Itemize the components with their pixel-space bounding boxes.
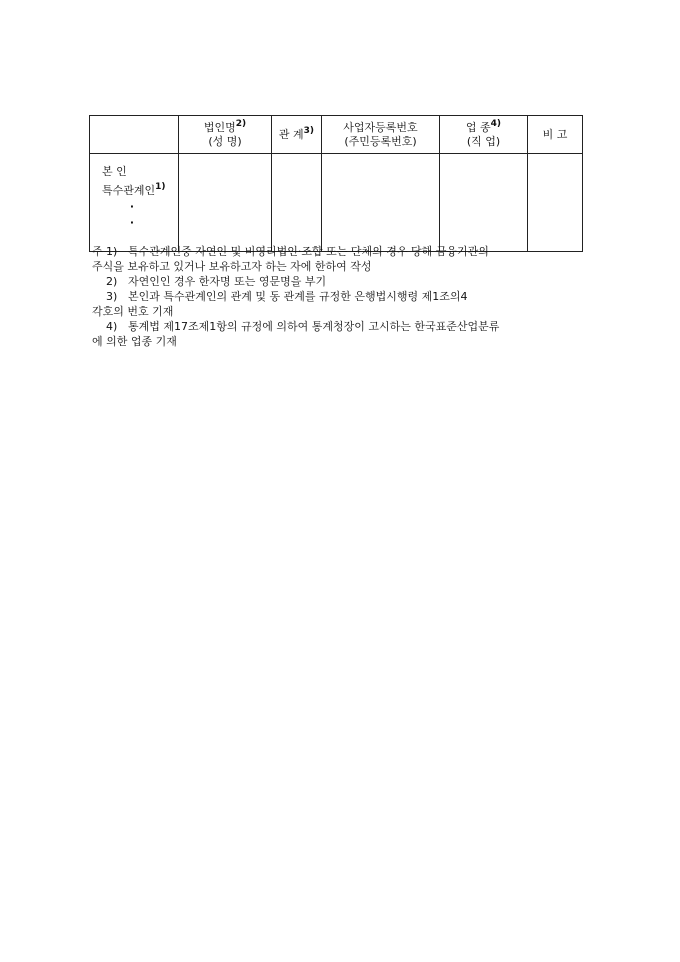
- corner-cell: [90, 116, 179, 154]
- cell-remarks-entry[interactable]: [528, 154, 583, 252]
- relations-table: [89, 115, 583, 252]
- header-row: [90, 116, 583, 154]
- entry-row: [90, 154, 583, 252]
- continuation-dot-2: ·: [129, 216, 135, 229]
- notes-prefix: 주: [92, 245, 103, 258]
- note-continuation: 에 의한 업종 기재: [92, 335, 177, 348]
- header-relation-label: 관 계: [278, 127, 304, 141]
- note-continuation: 주식을 보유하고 있거나 보유하고자 하는 자에 한하여 작성: [92, 260, 372, 273]
- footnotes: [92, 244, 592, 349]
- header-remarks-label: 비 고: [542, 127, 568, 141]
- header-business: [440, 116, 528, 154]
- cell-name-entry[interactable]: [179, 154, 272, 252]
- cell-regno-entry[interactable]: [322, 154, 440, 252]
- row-label-related-text: 특수관계인: [102, 184, 156, 197]
- header-remarks: [528, 116, 583, 154]
- row-label-related: [102, 181, 172, 200]
- note-continuation: 각호의 번호 기재: [92, 305, 174, 318]
- cell-business-entry[interactable]: [440, 154, 528, 252]
- note-text: 특수관계인중 자연인 및 비영리법인·조합 또는 단체의 경우 당해 금융기관의: [128, 245, 489, 258]
- header-name: [179, 116, 272, 154]
- header-name-line1: 법인명: [203, 120, 236, 134]
- note-text: 본인과 특수관계인의 관계 및 동 관계를 규정한 은행법시행령 제1조의4: [128, 290, 468, 303]
- cell-relation-entry[interactable]: [272, 154, 322, 252]
- note-number: 4): [106, 320, 118, 333]
- footnote-ref-4: 4): [490, 118, 502, 129]
- header-name-line2: (성 명): [208, 134, 242, 148]
- header-relation: [272, 116, 322, 154]
- note-number: 3): [106, 290, 118, 303]
- note-1: [92, 244, 592, 259]
- footnote-ref-1: 1): [155, 182, 166, 192]
- footnote-ref-3: 3): [303, 125, 315, 136]
- note-text: 통계법 제17조제1항의 규정에 의하여 통계청장이 고시하는 한국표준산업분류: [128, 320, 500, 333]
- header-registration-number: [322, 116, 440, 154]
- note-number: 2): [106, 275, 118, 288]
- header-business-line2: (직 업): [466, 134, 501, 148]
- note-4: [92, 319, 592, 334]
- note-2: [92, 274, 592, 289]
- header-regno-line1: 사업자등록번호: [343, 120, 418, 134]
- header-business-line1: 업 종: [465, 120, 491, 134]
- row-label-self-left: 본: [102, 165, 113, 178]
- header-regno-line2: (주민등록번호): [344, 134, 417, 148]
- note-text: 자연인인 경우 한자명 또는 영문명을 부기: [128, 275, 327, 288]
- row-label-self-right: 인: [116, 165, 127, 178]
- continuation-dot-1: ·: [129, 200, 135, 213]
- footnote-ref-2: 2): [235, 118, 247, 129]
- note-3: [92, 289, 592, 304]
- row-label-self: [102, 162, 162, 181]
- note-number: 1): [106, 245, 118, 258]
- row-label-cell: [90, 154, 179, 252]
